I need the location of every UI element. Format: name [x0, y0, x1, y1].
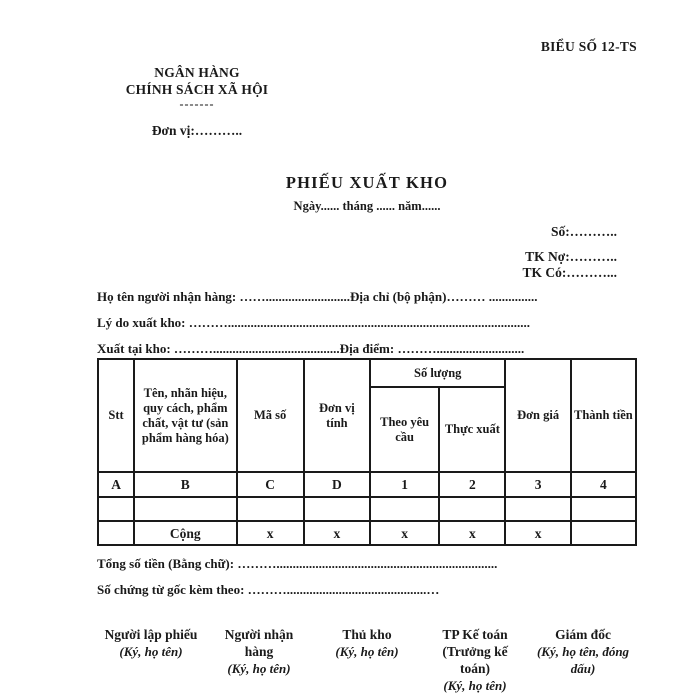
form-title: PHIẾU XUẤT KHO: [285, 173, 449, 192]
table-cell: [304, 497, 370, 521]
table-cell: [98, 521, 134, 545]
signature-block-storekeeper: [313, 626, 421, 694]
col-header-quantity-group: Số lượng: [370, 359, 505, 387]
table-cell: x: [439, 521, 505, 545]
col-header-unit: Đơn vị tính: [304, 359, 370, 472]
table-cell: 1: [370, 472, 439, 497]
signature-title: Thủ kho: [342, 627, 392, 642]
table-cell: 2: [439, 472, 505, 497]
signature-section: [97, 626, 637, 694]
items-table: [97, 358, 637, 546]
unit-field: Đơn vị:………..: [151, 123, 243, 138]
date-field: Ngày...... tháng ...... năm......: [293, 199, 441, 213]
table-cell: [571, 521, 636, 545]
table-cell: x: [304, 521, 370, 545]
org-name-line1: NGÂN HÀNG: [154, 65, 240, 80]
table-cell: [98, 497, 134, 521]
debit-account-field: TK Nợ:………..: [525, 249, 617, 264]
table-cell: x: [237, 521, 304, 545]
table-cell: A: [98, 472, 134, 497]
table-cell: D: [304, 472, 370, 497]
signature-block-preparer: [97, 626, 205, 694]
col-header-qty-requested: Theo yêu cầu: [370, 387, 439, 472]
table-cell: x: [370, 521, 439, 545]
table-cell: B: [134, 472, 236, 497]
reason-field: Lý do xuất kho: ……….............................................................................................: [97, 315, 530, 330]
signature-block-chief-accountant: [421, 626, 529, 694]
org-divider: -------: [179, 97, 215, 111]
table-cell: C: [237, 472, 304, 497]
col-header-stt: Stt: [98, 359, 134, 472]
table-cell: [439, 497, 505, 521]
receiver-field: Họ tên người nhận hàng: ……..........................Địa chỉ (bộ phận)……… ...............: [97, 289, 538, 304]
signature-subtitle: (Ký, họ tên): [227, 661, 291, 676]
table-cell: 3: [505, 472, 570, 497]
signature-subtitle: (Ký, họ tên): [335, 644, 399, 659]
signature-title: Giám đốc: [555, 627, 611, 642]
reference-block: [97, 224, 637, 281]
form-code: BIỂU SỐ 12-TS: [540, 39, 637, 54]
signature-block-director: [529, 626, 637, 694]
col-header-unit-price: Đơn giá: [505, 359, 570, 472]
table-cell: [571, 497, 636, 521]
attached-docs-field: Số chứng từ gốc kèm theo: ………...........................................…: [97, 582, 440, 597]
number-field: Số:………..: [550, 224, 617, 239]
signature-title: Người lập phiếu: [104, 627, 198, 642]
org-name-line2: CHÍNH SÁCH XÃ HỘI: [125, 82, 269, 97]
warehouse-field: Xuất tại kho: ……….......................................Địa điểm: ………...........................: [97, 341, 525, 356]
table-cell-total-label: Cộng: [134, 521, 236, 545]
total-row: [98, 521, 636, 545]
org-header-block: [97, 64, 297, 139]
signature-subtitle: (Ký, họ tên): [119, 644, 183, 659]
signature-subtitle: (Ký, họ tên): [443, 678, 507, 693]
table-cell: x: [505, 521, 570, 545]
total-amount-field: Tổng số tiền (Bằng chữ): ………....................................................................: [97, 556, 498, 571]
credit-account-field: TK Có:………...: [522, 265, 617, 280]
signature-title-extra: (Trưởng kế toán): [442, 644, 508, 676]
col-header-amount: Thành tiền: [571, 359, 636, 472]
col-header-item-name: Tên, nhãn hiệu, quy cách, phẩm chất, vật tư (sản phẩm hàng hóa): [134, 359, 236, 472]
signature-title: Người nhận hàng: [224, 627, 294, 659]
table-cell: [505, 497, 570, 521]
table-cell: [370, 497, 439, 521]
table-cell: [134, 497, 236, 521]
signature-subtitle: (Ký, họ tên, đóng dấu): [536, 644, 630, 676]
blank-item-row: [98, 497, 636, 521]
table-cell: [237, 497, 304, 521]
column-code-row: [98, 472, 636, 497]
signature-block-receiver: [205, 626, 313, 694]
col-header-qty-actual: Thực xuất: [439, 387, 505, 472]
table-cell: 4: [571, 472, 636, 497]
col-header-item-code: Mã số: [237, 359, 304, 472]
signature-title: TP Kế toán: [442, 627, 508, 642]
top-fields: [97, 288, 637, 357]
bottom-fields: [97, 555, 637, 598]
